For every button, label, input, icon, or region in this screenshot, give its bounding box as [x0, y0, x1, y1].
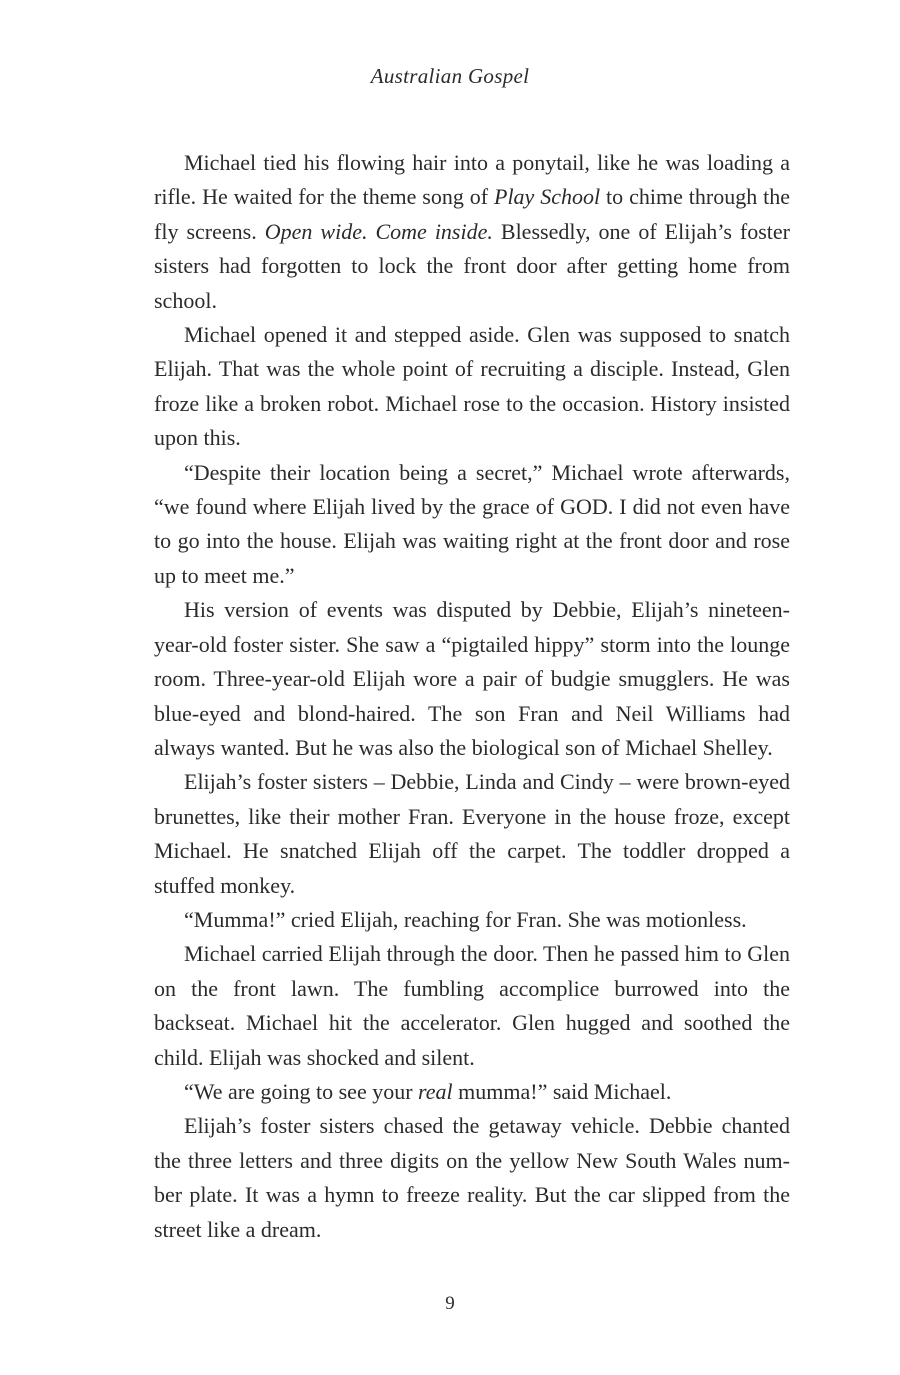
paragraph: “Mumma!” cried Elijah, reaching for Fran. She was motionless. — [184, 906, 747, 932]
paragraph: Michael opened it and stepped aside. Glen was supposed to snatch Elijah. That was the whole point of recruiting a disciple. Instead, Glen froze like a broken robot. Michael rose to the occasion. History insisted upon this. — [154, 322, 790, 451]
paragraph: Elijah’s foster sisters – Debbie, Linda and Cindy – were brown-eyed brunettes, like their mother Fran. Everyone in the house froze, except Michael. He snatched Elijah off the carpet. The toddler dropped a stuffed monkey. — [154, 769, 790, 898]
running-head: Australian Gospel — [370, 64, 530, 88]
body-text — [154, 146, 790, 1247]
page-number: 9 — [445, 1293, 455, 1314]
paragraph: “We are going to see your real mumma!” said Michael. — [184, 1078, 672, 1104]
paragraph: Michael carried Elijah through the door. Then he passed him to Glen on the front lawn. The fumbling accomplice burrowed into the backseat. Michael hit the accelerator. Glen hugged and soothed the child. Elijah was shocked and silent. — [154, 941, 790, 1070]
paragraph: Elijah’s foster sisters chased the getaway vehicle. Debbie chanted the three letters and three digits on the yellow New South Wales number plate. It was a hymn to freeze reality. But the car slipped from the street like a dream. — [154, 1113, 790, 1242]
paragraph: Michael tied his flowing hair into a ponytail, like he was loading a rifle. He waited for the theme song of Play School to chime through the fly screens. Open wide. Come inside. Blessedly, one of Elijah’s foster sisters had forgotten to lock the front door after getting home from school. — [154, 150, 790, 313]
paragraph: His version of events was disputed by Debbie, Elijah’s nineteen-year-old foster sister. She saw a “pigtailed hippy” storm into the lounge room. Three-year-old Elijah wore a pair of budgie smugglers. He was blue-eyed and blond-haired. The son Fran and Neil Williams had always wanted. But he was also the biological son of Michael Shelley. — [154, 597, 790, 760]
italic-title: Play School — [494, 184, 601, 210]
italic-word: real — [418, 1078, 453, 1104]
italic-phrase: Open wide. Come inside. — [264, 218, 493, 244]
paragraph: “Despite their location being a secret,” Michael wrote afterwards, “we found where Elijah lived by the grace of GOD. I did not even have to go into the house. Elijah was waiting right at the front door and rose up to meet me.” — [154, 459, 790, 588]
